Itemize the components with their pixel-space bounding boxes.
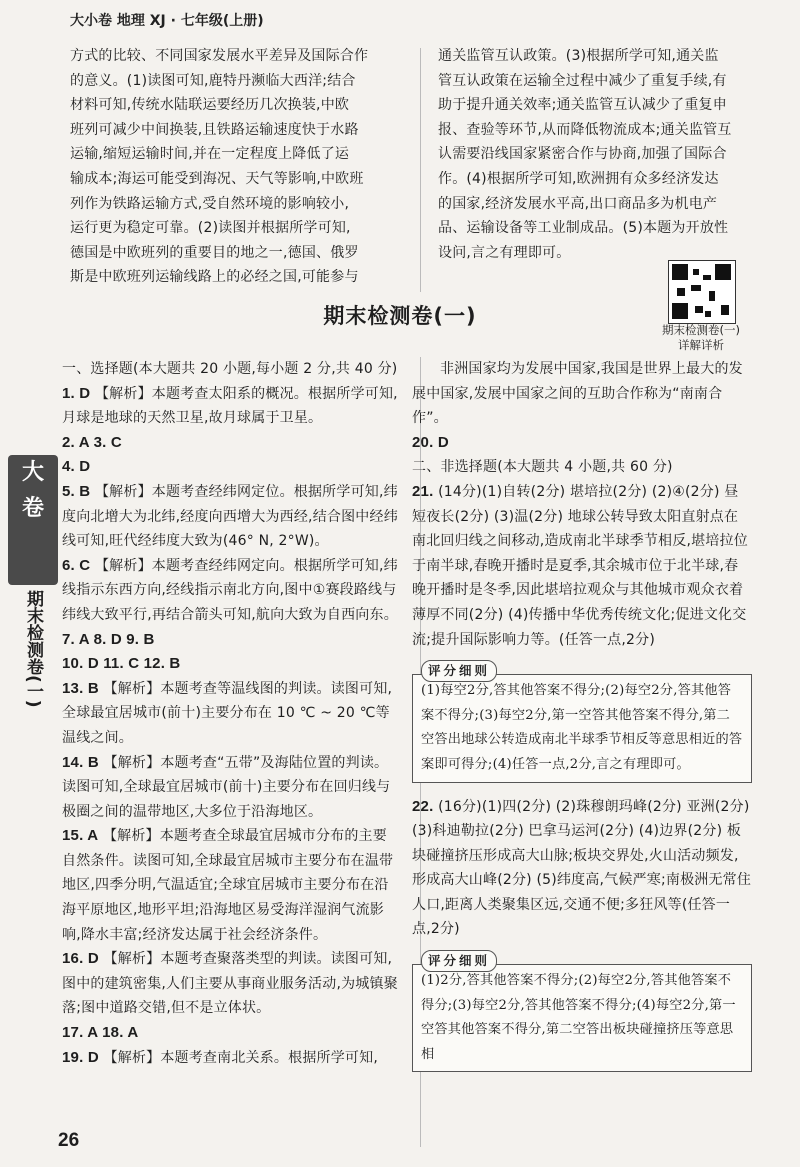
qr-caption-line1: 期末检测卷(一) (662, 323, 740, 337)
page-number: 26 (58, 1130, 80, 1151)
side-label-text: 期末检测卷(一) (23, 590, 43, 708)
text-line: 助于提升通关效率;通关监管互认减少了重复申 (438, 97, 727, 114)
answer-number: 7. A 8. D 9. B (62, 630, 155, 648)
answer-item (62, 947, 400, 1021)
answer-number: 5. B (62, 482, 91, 500)
answer-number: 17. A 18. A (62, 1024, 139, 1042)
answer-number: 13. B (62, 679, 99, 697)
answer-item (62, 652, 400, 677)
top-column-divider (420, 48, 421, 292)
answer-number: 16. D (62, 950, 99, 968)
text-line: 设问,言之有理即可。 (438, 244, 571, 261)
text-line: 管互认政策在运输全过程中减少了重复手续,有 (438, 72, 727, 89)
answer-item (62, 628, 400, 653)
answer-text: 【解析】本题考查经纬网定向。根据所学可知,纬线指示东西方向,经线指示南北方向,图中①赛段路线与纬线大致平行,再结合箭头可知,航向大致为自西向东。 (62, 557, 398, 623)
answer-item (62, 554, 400, 628)
answer-item (62, 751, 400, 825)
qr-caption-line2: 详解详析 (678, 338, 724, 352)
answer-text: 【解析】本题考查聚落类型的判读。读图可知,图中的建筑密集,人们主要从事商业服务活动,为城镇聚落;图中道路交错,但不是立体状。 (62, 951, 398, 1017)
answer-number: 10. D 11. C 12. B (62, 655, 181, 673)
answer-22-text: (16分)(1)四(2分) (2)珠穆朗玛峰(2分) 亚洲(2分) (3)科迪勒拉(2分) 巴拿马运河(2分) (4)边界(2分) 板块碰撞挤压形成高大山脉;板块交界处,火山活动频发,形成高大山峰(2分) (5)纬度高,气候严寒;南极洲无常住人口,距离人类聚集区远,交通不便;多狂风等(任答一点,2分) (412, 798, 752, 938)
answer-21 (412, 480, 752, 652)
answer-text: 【解析】本题考查全球最宜居城市分布的主要自然条件。读图可知,全球最宜居城市主要分布在温带地区,四季分明,气温适宜;全球宜居城市主要分布在沿海平原地区,地形平坦;沿海地区易受海洋湿润气流影响,降水丰富;经济发达属于社会经济条件。 (62, 828, 394, 943)
answer-number: 15. A (62, 827, 99, 845)
scoring-text-1: (1)每空2分,答其他答案不得分;(2)每空2分,答其他答案不得分;(3)每空2分,第一空答其他答案不得分,第二空答出地球公转造成南北半球季节相反等意思相近的答案即可得分;(4)任答一点,2分,言之有理即可。 (421, 683, 743, 772)
text-line: 的意义。(1)读图可知,鹿特丹濒临大西洋;结合 (70, 72, 356, 89)
text-line: 方式的比较、不同国家发展水平差异及国际合作 (70, 48, 369, 64)
intro-text: 非洲国家均为发展中国家,我国是世界上最大的发展中国家,发展中国家之间的互助合作称为“南南合作”。 (412, 361, 743, 427)
answer-21-num: 21. (412, 482, 434, 500)
answer-text: 一、选择题(本大题共 20 小题,每小题 2 分,共 40 分) (62, 361, 398, 377)
side-tab-char-1: 大 (21, 460, 44, 485)
answer-item (62, 677, 400, 751)
answer-item (62, 1021, 400, 1046)
side-section-label (16, 590, 50, 708)
answer-number: 2. A 3. C (62, 433, 122, 451)
text-line: 列作为铁路运输方式,受自然环境的影响较小, (70, 195, 350, 212)
answer-21-text: (14分)(1)自转(2分) 堪培拉(2分) (2)④(2分) 昼短夜长(2分) (3)温(2分) 地球公转导致太阳直射点在南北回归线之间移动,造成南北半球季节相反,堪培拉位于南半球,春晚开播时是夏季,其余城市位于北半球,春晚开播时是冬季,因此堪培拉观众与其他城市观众衣着薄厚不同(2分) (4)传播中华优秀传统文化;促进文化交流;提升国际影响力等。(任答一点,2分) (412, 483, 748, 648)
answers-right-column (412, 357, 752, 1072)
section-2-heading: 二、非选择题(本大题共 4 小题,共 60 分) (412, 459, 673, 476)
answer-number: 6. C (62, 556, 91, 574)
text-line: 品、运输设备等工业制成品。(5)本题为开放性 (438, 220, 729, 237)
answer-number: 19. D (62, 1048, 99, 1066)
scoring-text-2: (1)2分,答其他答案不得分;(2)每空2分,答其他答案不得分;(3)每空2分,答其他答案不得分;(4)每空2分,第一空答其他答案不得分,第二空答出板块碰撞挤压等意思相 (421, 973, 736, 1062)
answer-item (62, 382, 400, 431)
answer-text: 【解析】本题考查等温线图的判读。读图可知,全球最宜居城市(前十)主要分布在 10 ℃ ~ 20 ℃等温线之间。 (62, 680, 393, 746)
answer-20-num: 20. D (412, 433, 449, 451)
text-line: 报、查验等环节,从而降低物流成本;通关监管互 (438, 121, 732, 138)
side-tab-char-2: 卷 (21, 496, 44, 521)
running-header: 大小卷 地理 XJ · 七年级(上册) (70, 13, 264, 29)
text-line: 作。(4)根据所学可知,欧洲拥有众多经济发达 (438, 170, 719, 187)
scoring-box-2 (412, 953, 752, 1072)
answer-number: 1. D (62, 384, 91, 402)
answer-22 (412, 795, 752, 943)
answer-22-num: 22. (412, 797, 434, 815)
side-tab (8, 455, 58, 585)
text-line: 认需要沿线国家紧密合作与协商,加强了国际合 (438, 146, 727, 163)
scoring-box-1 (412, 663, 752, 782)
top-left-column (70, 44, 410, 290)
answers-left-column (62, 357, 400, 1070)
text-line: 材料可知,传统水陆联运要经历几次换装,中欧 (70, 97, 350, 114)
answer-20 (412, 431, 752, 456)
answer-text: 【解析】本题考查太阳系的概况。根据所学可知,月球是地球的天然卫星,故月球属于卫星。 (62, 385, 398, 427)
answer-text: 【解析】本题考查“五带”及海陆位置的判读。读图可知,全球最宜居城市(前十)主要分布在回归线与极圈之间的温带地区,大多位于沿海地区。 (62, 754, 391, 820)
answer-item (62, 431, 400, 456)
scoring-badge-2: 评分细则 (421, 950, 497, 972)
top-right-column (438, 44, 778, 265)
text-line: 班列可减少中间换装,且铁路运输速度快于水路 (70, 121, 359, 138)
answer-item (62, 357, 400, 382)
answer-number: 4. D (62, 458, 91, 476)
answer-text: 【解析】本题考查南北关系。根据所学可知, (103, 1049, 378, 1066)
answer-item (62, 1046, 400, 1071)
answer-item (62, 824, 400, 947)
answer-item (62, 455, 400, 480)
scoring-badge-1: 评分细则 (421, 660, 497, 682)
page-title: 期末检测卷(一) (323, 304, 477, 328)
answer-text: 【解析】本题考查经纬网定位。根据所学可知,纬度向北增大为北纬,经度向西增大为西经,结合图中经纬线可知,旺代经纬度大致为(46° N, 2°W)。 (62, 483, 398, 550)
text-line: 的国家,经济发展水平高,出口商品多为机电产 (438, 195, 718, 212)
text-line: 运行更为稳定可靠。(2)读图并根据所学可知, (70, 220, 351, 237)
text-line: 通关监管互认政策。(3)根据所学可知,通关监 (438, 48, 719, 64)
text-line: 德国是中欧班列的重要目的地之一,德国、俄罗 (70, 244, 359, 261)
text-line: 斯是中欧班列运输线路上的必经之国,可能参与 (70, 269, 359, 286)
answer-item (62, 480, 400, 554)
text-line: 运输,缩短运输时间,并在一定程度上降低了运 (70, 146, 350, 163)
text-line: 输成本;海运可能受到海况、天气等影响,中欧班 (70, 170, 364, 187)
answer-number: 14. B (62, 753, 99, 771)
